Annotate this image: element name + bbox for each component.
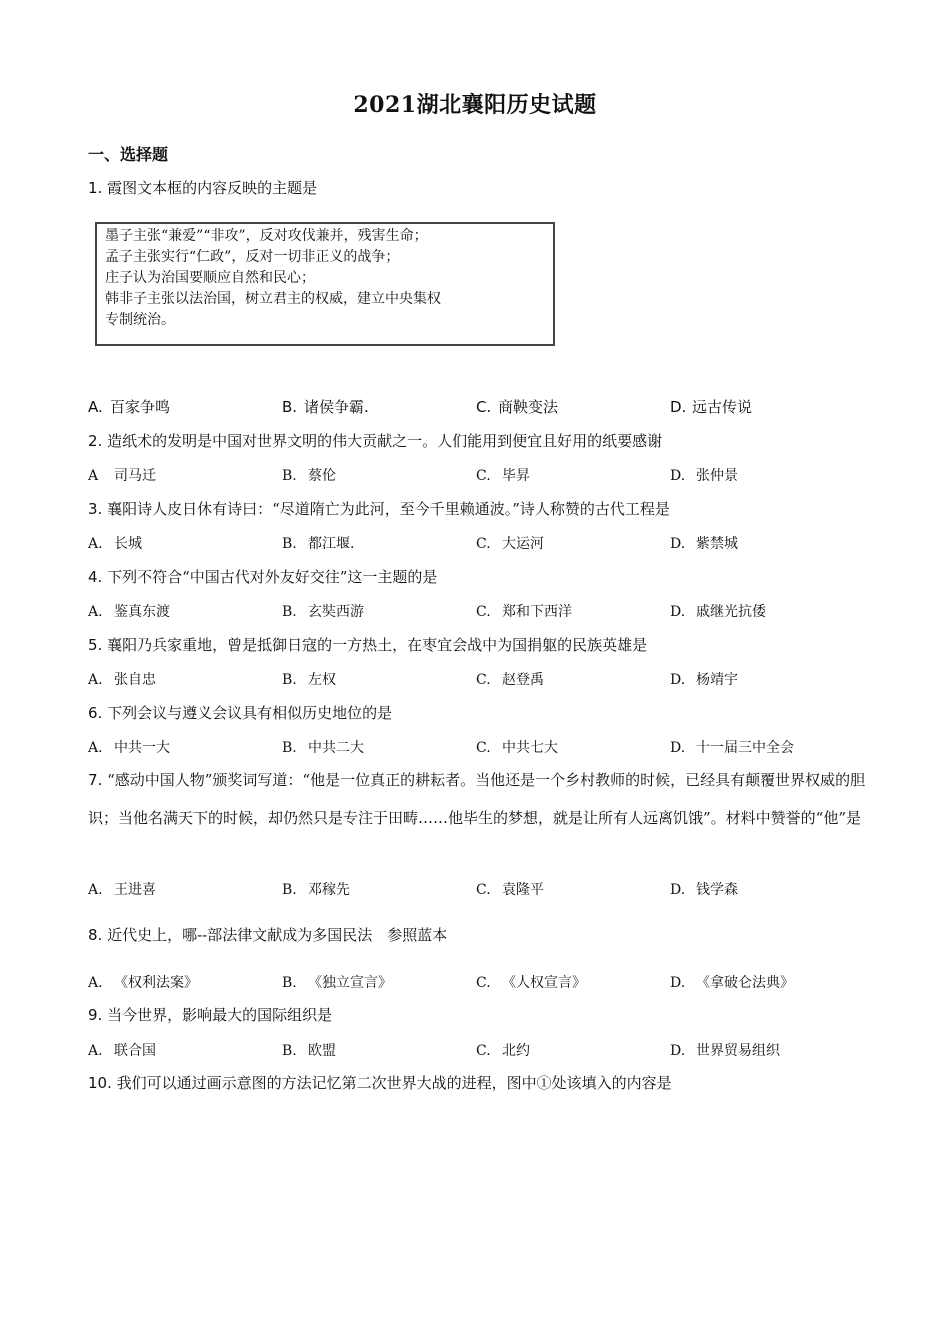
question-number: 9. [88,1006,103,1024]
option-b[interactable]: B. 邓稼先 [282,882,350,898]
question-6 [88,703,392,723]
quote-line: 韩非子主张以法治国，树立君主的权威，建立中央集权 [105,291,441,307]
option-c[interactable]: C. 中共七大 [476,740,558,756]
option-a[interactable]: A 司马迁 [88,468,156,484]
option-a[interactable]: A. 中共一大 [88,740,170,756]
option-d[interactable]: D. 十一届三中全会 [670,740,794,756]
question-4 [88,567,437,587]
option-b[interactable]: B. 左权 [282,672,336,688]
option-d[interactable]: D. 紫禁城 [670,536,738,552]
options-6 [88,737,888,757]
options-8 [88,972,888,992]
quote-line: 专制统治。 [105,312,175,328]
question-text: 襄阳诗人皮日休有诗曰：“尽道隋亡为此河，至今千里赖通波。”诗人称赞的古代工程是 [107,500,670,518]
option-d[interactable]: D. 远古传说 [670,398,753,416]
option-c[interactable]: C. 袁隆平 [476,882,544,898]
options-3 [88,533,888,553]
option-c[interactable]: C. 北约 [476,1043,530,1059]
question-2 [88,431,662,451]
options-7 [88,879,888,899]
question-3 [88,499,670,519]
option-b[interactable]: B. 《独立宣言》 [282,975,392,991]
quote-box [95,222,555,346]
section-heading: 一、选择题 [88,145,169,164]
question-text: 当今世界，影响最大的国际组织是 [107,1006,333,1024]
option-a[interactable]: A. 长城 [88,536,142,552]
option-c[interactable]: C. 《人权宣言》 [476,975,586,991]
question-number: 8. [88,926,103,944]
option-b[interactable]: B. 玄奘西游 [282,604,364,620]
option-b[interactable]: B. 都江堰. [282,536,355,552]
quote-line: 庄子认为治国要顺应自然和民心； [105,270,315,286]
question-text: 造纸术的发明是中国对世界文明的伟大贡献之一。人们能用到便宜且好用的纸要感谢 [107,432,663,450]
quote-line: 孟子主张实行“仁政”，反对一切非正义的战争； [105,249,400,265]
option-c[interactable]: C. 大运河 [476,536,544,552]
question-5 [88,635,647,655]
option-c[interactable]: C. 赵登禹 [476,672,544,688]
question-7 [88,761,868,837]
question-text: 下列不符合“中国古代对外友好交往”这一主题的是 [107,568,438,586]
option-d[interactable]: D. 钱学森 [670,882,738,898]
options-4 [88,601,888,621]
question-number: 1. [88,179,103,197]
question-9 [88,1005,332,1025]
options-5 [88,669,888,689]
option-b[interactable]: B. 诸侯争霸. [282,398,369,416]
option-b[interactable]: B. 中共二大 [282,740,364,756]
question-number: 6. [88,704,103,722]
option-c[interactable]: C. 毕昇 [476,468,530,484]
option-c[interactable]: C. 商鞅变法 [476,398,559,416]
quote-line: 墨子主张“兼爱”“非攻”，反对攻伐兼并，残害生命； [105,228,428,244]
option-a[interactable]: A. 《权利法案》 [88,975,198,991]
question-8 [88,925,447,945]
option-a[interactable]: A. 鉴真东渡 [88,604,170,620]
question-number: 4. [88,568,103,586]
option-d[interactable]: D. 世界贸易组织 [670,1043,780,1059]
question-text: 下列会议与遵义会议具有相似历史地位的是 [107,704,393,722]
question-text: 襄阳乃兵家重地，曾是抵御日寇的一方热土，在枣宜会战中为国捐躯的民族英雄是 [107,636,648,654]
options-1 [88,396,888,416]
options-9 [88,1040,888,1060]
page-title: 2021湖北襄阳历史试题 [353,92,597,118]
question-10 [88,1073,672,1093]
option-d[interactable]: D. 戚继光抗倭 [670,604,766,620]
question-text: 我们可以通过画示意图的方法记忆第二次世界大战的进程，图中①处该填入的内容是 [116,1074,672,1092]
question-number: 5. [88,636,103,654]
question-number: 10. [88,1074,112,1092]
option-a[interactable]: A. 百家争鸣 [88,398,171,416]
option-a[interactable]: A. 联合国 [88,1043,156,1059]
question-1 [88,178,317,198]
option-b[interactable]: B. 欧盟 [282,1043,336,1059]
option-c[interactable]: C. 郑和下西洋 [476,604,572,620]
question-number: 3. [88,500,103,518]
option-a[interactable]: A. 张自忠 [88,672,156,688]
options-2 [88,465,888,485]
option-a[interactable]: A. 王进喜 [88,882,156,898]
question-text: 近代史上，哪--部法律文献成为多国民法 参照蓝本 [107,926,448,944]
question-text: “感动中国人物”颁奖词写道：“他是一位真正的耕耘者。当他还是一个乡村教师的时候，已经具有颠覆世界权威的胆识；当他名满天下的时候，却仍然只是专注于田畴……他毕生的梦想，就是让所有人远离饥饿”。材料中赞誉的“他”是 [88,771,866,827]
option-d[interactable]: D. 《拿破仑法典》 [670,975,794,991]
option-d[interactable]: D. 杨靖宇 [670,672,738,688]
option-d[interactable]: D. 张仲景 [670,468,738,484]
question-text: 霞图文本框的内容反映的主题是 [107,179,318,197]
option-b[interactable]: B. 蔡伦 [282,468,336,484]
question-number: 7. [88,771,103,789]
question-number: 2. [88,432,103,450]
